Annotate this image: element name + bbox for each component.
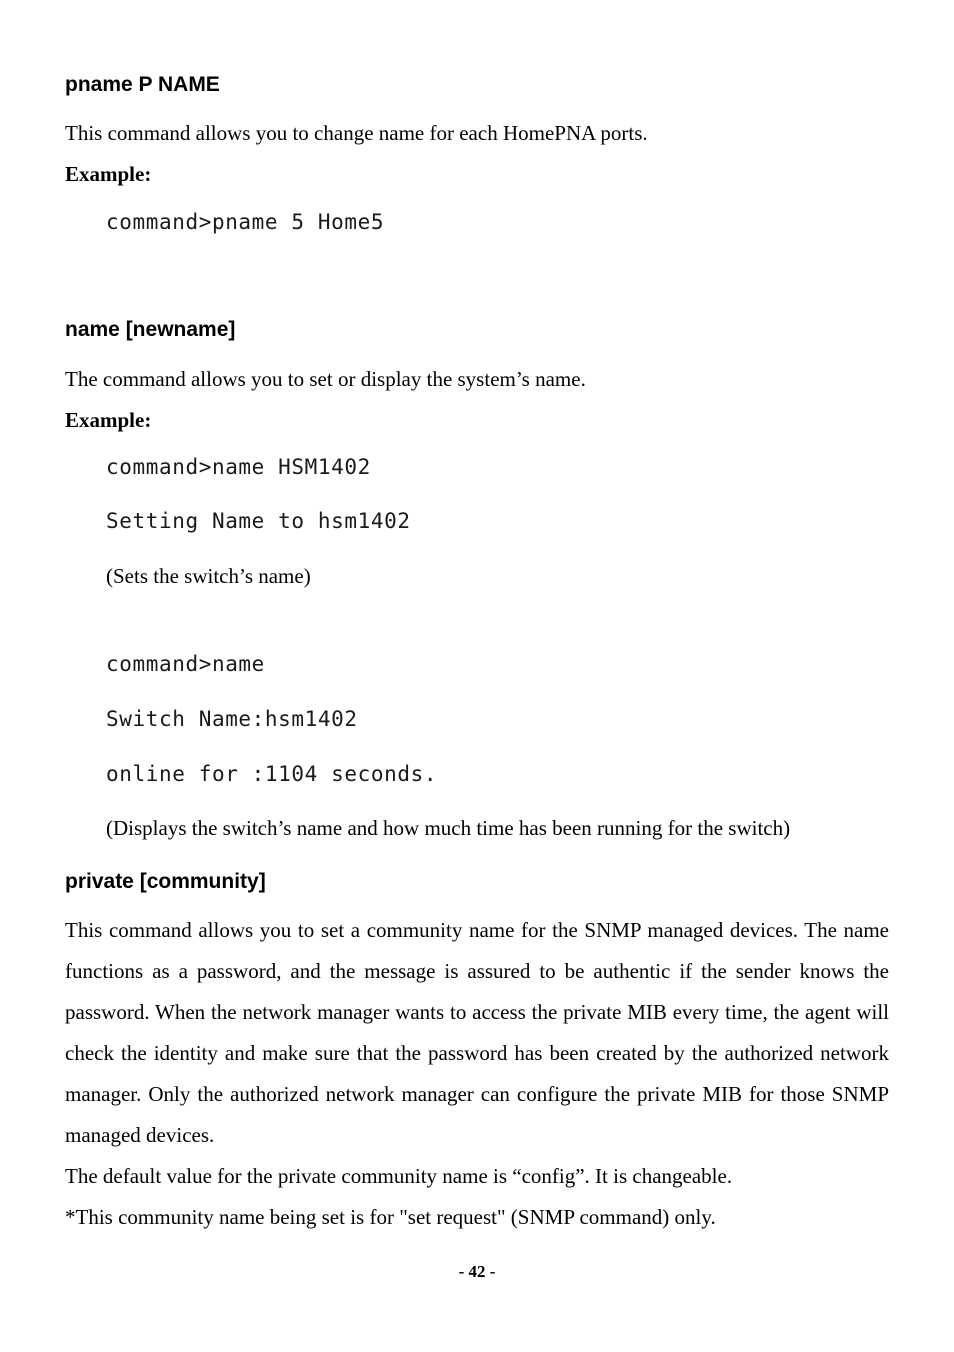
example-label: Example:: [65, 162, 152, 186]
code-line: online for :1104 seconds.: [106, 762, 438, 786]
code-line: command>name: [106, 652, 265, 676]
code-line: command>pname 5 Home5: [106, 210, 385, 234]
page-number: - 42 -: [458, 1262, 496, 1281]
code-note: (Sets the switch’s name): [106, 564, 311, 588]
footnote: *This community name being set is for "set request" (SNMP command) only.: [65, 1205, 716, 1229]
section-description-pname: This command allows you to change name for each HomePNA ports.: [65, 121, 648, 145]
example-label: Example:: [65, 408, 152, 432]
code-line: Switch Name:hsm1402: [106, 707, 358, 731]
section-description-name: The command allows you to set or display the system’s name.: [65, 367, 586, 391]
section-heading-name: name [newname]: [65, 318, 236, 341]
code-line: command>name HSM1402: [106, 455, 371, 479]
section-heading-private: private [community]: [65, 870, 266, 893]
default-value-line: The default value for the private community name is “config”. It is changeable.: [65, 1164, 733, 1188]
code-line: Setting Name to hsm1402: [106, 509, 411, 533]
code-note: (Displays the switch’s name and how much time has been running for the switch): [106, 816, 791, 840]
section-heading-pname: pname P NAME: [65, 73, 220, 96]
section-paragraph-private: This command allows you to set a community name for the SNMP managed devices. The name functions as a password, and the message is assured to be authentic if the sender knows the password. When the network manager wants to access the private MIB every time, the agent will check the identity and make sure that the password has been created by the authorized network manager. Only the authorized network manager can configure the private MIB for those SNMP managed devices.: [65, 918, 889, 1147]
